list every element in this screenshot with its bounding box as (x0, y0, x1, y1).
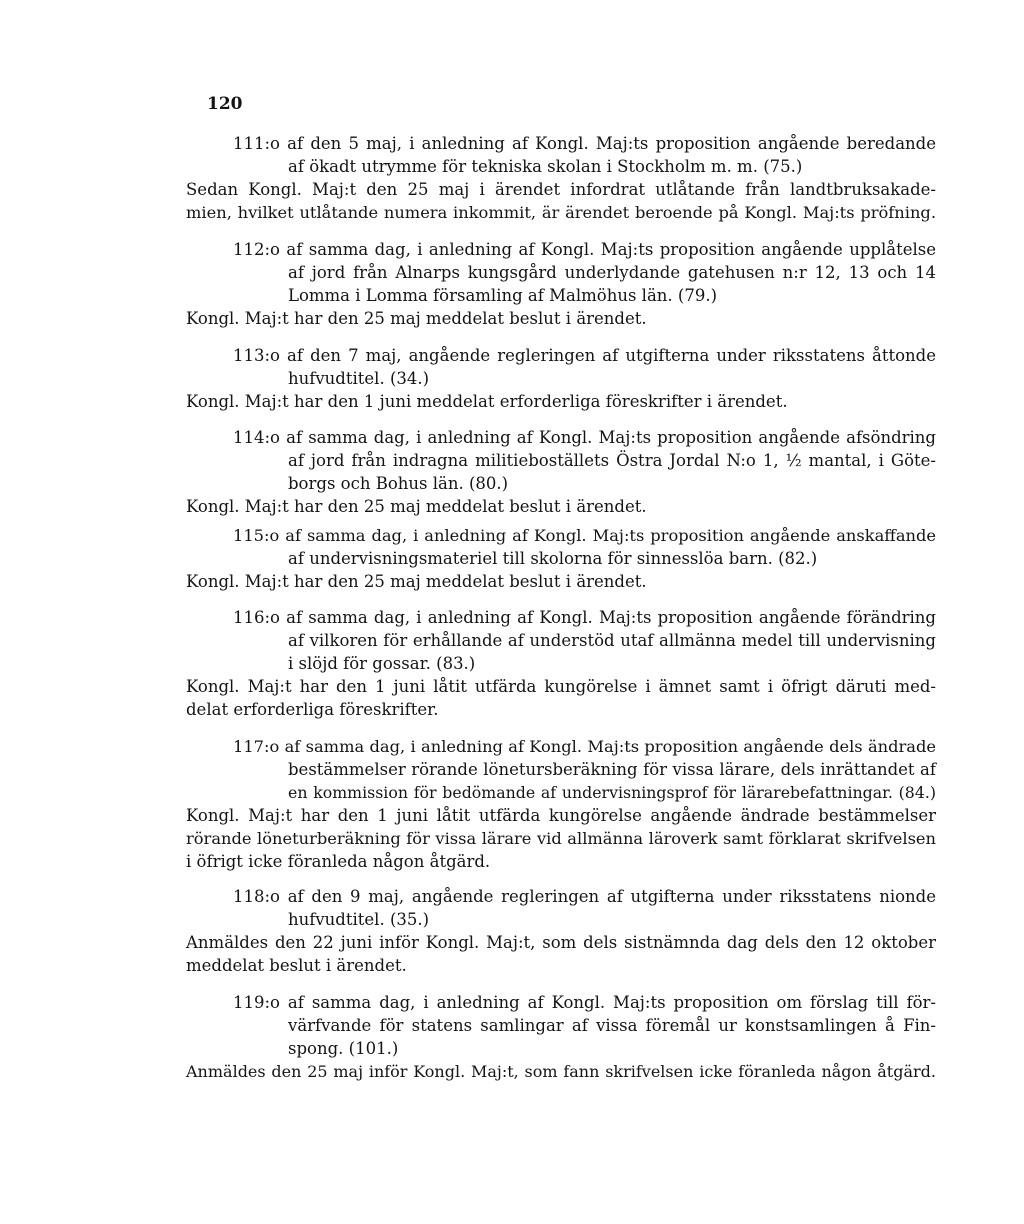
entry-line: 116:o af samma dag, i anledning af Kongl. Maj:ts proposition angående förändring (233, 608, 936, 627)
entry-line: spong. (101.) (288, 1039, 399, 1058)
entry-line: Kongl. Maj:t har den 1 juni låtit utfärda kungörelse i ämnet samt i öfrigt däruti med- (186, 677, 936, 696)
entry-line: af jord från Alnarps kungsgård underlydande gatehusen n:r 12, 13 och 14 (288, 263, 936, 282)
entry-line: 114:o af samma dag, i anledning af Kongl. Maj:ts proposition angående afsöndring (233, 428, 936, 447)
entry-line: 119:o af samma dag, i anledning af Kongl. Maj:ts proposition om förslag till för- (233, 993, 936, 1012)
entry-line: mien, hvilket utlåtande numera inkommit, är ärendet beroende på Kongl. Maj:ts pröfning. (186, 203, 936, 222)
entry-line: af undervisningsmateriel till skolorna för sinnesslöa barn. (82.) (288, 549, 818, 568)
entry-line: i öfrigt icke föranleda någon åtgärd. (186, 852, 491, 871)
entry-line: Anmäldes den 25 maj inför Kongl. Maj:t, som fann skrifvelsen icke föranleda någon åtgärd. (186, 1062, 936, 1081)
entry-line: Kongl. Maj:t har den 25 maj meddelat beslut i ärendet. (186, 309, 647, 328)
entry-line: af ökadt utrymme för tekniska skolan i Stockholm m. m. (75.) (288, 157, 803, 176)
entry-line: af jord från indragna militieboställets Östra Jordal N:o 1, ½ mantal, i Göte- (288, 451, 936, 470)
entry-line: Sedan Kongl. Maj:t den 25 maj i ärendet infordrat utlåtande från landtbruksakade- (186, 180, 936, 199)
entry-line: Anmäldes den 22 juni inför Kongl. Maj:t, som dels sistnämnda dag dels den 12 oktober (186, 933, 936, 952)
entry-line: 111:o af den 5 maj, i anledning af Kongl. Maj:ts proposition angående beredande (233, 134, 936, 153)
entry-line: hufvudtitel. (35.) (288, 910, 430, 929)
entry-line: Lomma i Lomma församling af Malmöhus län. (79.) (288, 286, 718, 305)
entry-line: meddelat beslut i ärendet. (186, 956, 407, 975)
entry-line: i slöjd för gossar. (83.) (288, 654, 476, 673)
entry-line: 113:o af den 7 maj, angående regleringen af utgifterna under riksstatens åttonde (233, 346, 936, 365)
entry-line: bestämmelser rörande lönetursberäkning för vissa lärare, dels inrättandet af (288, 760, 936, 779)
entry-line: Kongl. Maj:t har den 1 juni meddelat erforderliga föreskrifter i ärendet. (186, 392, 788, 411)
entry-line: rörande löneturberäkning för vissa lärare vid allmänna läroverk samt förklarat skrifvelsen (186, 829, 936, 848)
entry-line: delat erforderliga föreskrifter. (186, 700, 439, 719)
entry-line: 118:o af den 9 maj, angående regleringen af utgifterna under riksstatens nionde (233, 887, 936, 906)
page-number: 120 (207, 94, 243, 114)
entry-line: hufvudtitel. (34.) (288, 369, 430, 388)
entry-line: 117:o af samma dag, i anledning af Kongl. Maj:ts proposition angående dels ändrade (233, 737, 936, 756)
entry-line: Kongl. Maj:t har den 1 juni låtit utfärda kungörelse angående ändrade bestämmelser (186, 806, 936, 825)
entry-line: af vilkoren för erhållande af understöd utaf allmänna medel till undervisning (288, 631, 936, 650)
entry-line: värfvande för statens samlingar af vissa föremål ur konstsamlingen å Fin- (288, 1016, 936, 1035)
entry-line: Kongl. Maj:t har den 25 maj meddelat beslut i ärendet. (186, 572, 647, 591)
entry-line: en kommission för bedömande af undervisningsprof för lärarebefattningar. (84.) (288, 783, 936, 802)
entry-line: 112:o af samma dag, i anledning af Kongl. Maj:ts proposition angående upplåtelse (233, 240, 936, 259)
entry-line: borgs och Bohus län. (80.) (288, 474, 509, 493)
entry-line: 115:o af samma dag, i anledning af Kongl. Maj:ts proposition angående anskaffande (233, 526, 936, 545)
entry-line: Kongl. Maj:t har den 25 maj meddelat beslut i ärendet. (186, 497, 647, 516)
